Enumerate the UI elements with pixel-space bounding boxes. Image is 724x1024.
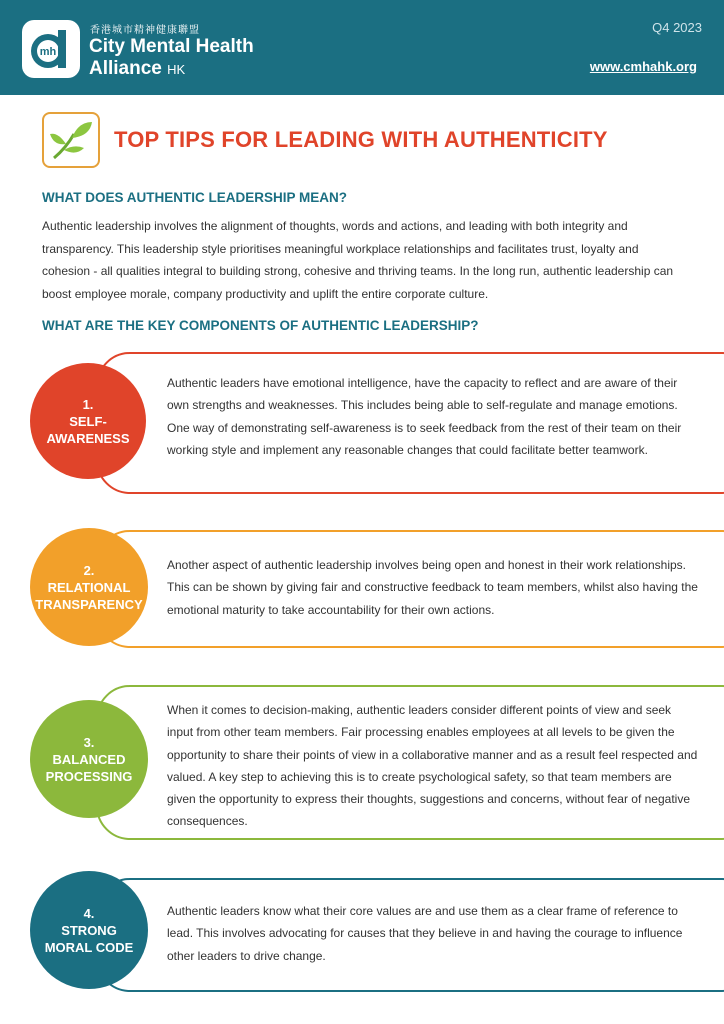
component-title-line1: RELATIONAL [47, 579, 131, 595]
intro-paragraph: Authentic leadership involves the alignment of thoughts, words and actions, and leading with both integrity and transparency. This leadership style prioritises meaningful workplace relationships and facilitates trust, loyalty and cohesion - all qualities integral to building strong, cohesive and thriving teams. In the long run, authentic leadership can boost employee morale, company productivity and uplift the entire corporate culture. [42, 219, 674, 301]
header-bar [0, 0, 724, 95]
component-title-line2: MORAL CODE [44, 939, 134, 955]
section-heading-components: WHAT ARE THE KEY COMPONENTS OF AUTHENTIC LEADERSHIP? [42, 318, 479, 333]
component-description: Authentic leaders have emotional intelligence, have the capacity to reflect and are aware of their own strengths and weaknesses. This includes being able to self-regulate and manage emotions. One way of demonstrating self-awareness is to seek feedback from the rest of their team on their working style and implement any reasonable changes that could facilitate better teamwork. [167, 376, 682, 457]
component-title-line1: BALANCED [52, 751, 126, 767]
org-name-line2: Alliance [89, 58, 162, 79]
org-name-chinese: 香港城市精神健康聯盟 [90, 25, 200, 36]
quarter-label: Q4 2023 [652, 20, 702, 35]
website-link[interactable]: www.cmhahk.org [589, 59, 697, 74]
component-title-line2: TRANSPARENCY [35, 596, 143, 612]
section-heading-meaning: WHAT DOES AUTHENTIC LEADERSHIP MEAN? [42, 190, 348, 205]
component-badge-balanced-processing [30, 700, 148, 818]
logo-icon [22, 20, 80, 78]
component-description: When it comes to decision-making, authentic leaders consider different points of view and seek input from other team members. Fair processing enables employees at all levels to be given the opportunity to share their points of view in a collaborative manner and as a result feel respected and valued. A key step to achieving this is to create psychological safety, so that team members are given the opportunity to express their thoughts, suggestions and concerns, without fear of negative consequences. [167, 703, 698, 829]
component-description: Another aspect of authentic leadership involves being open and honest in their work relationships. This can be shown by giving fair and constructive feedback to team members, whilst also having the emotional maturity to take accountability for their own actions. [167, 558, 698, 617]
org-suffix: HK [167, 62, 186, 77]
org-name-line1: City Mental Health [89, 36, 254, 57]
component-title-line1: SELF- [69, 413, 107, 429]
component-title-line2: AWARENESS [46, 430, 130, 446]
page-title: TOP TIPS FOR LEADING WITH AUTHENTICITY [114, 127, 608, 152]
svg-text:mh: mh [39, 46, 57, 58]
component-number: 2. [83, 562, 95, 578]
component-badge-strong-moral-code [30, 871, 148, 989]
component-badge-relational-transparency [30, 528, 148, 646]
component-title-line2: PROCESSING [45, 768, 133, 784]
component-badge-self-awareness [30, 363, 146, 479]
cmha-logo [22, 20, 80, 78]
plant-sprout-icon [42, 112, 100, 168]
component-number: 3. [83, 734, 95, 750]
component-title-line1: STRONG [61, 922, 117, 938]
component-number: 4. [83, 905, 95, 921]
org-name [89, 36, 254, 81]
component-number: 1. [82, 396, 94, 412]
component-description: Authentic leaders know what their core values are and use them as a clear frame of reference to lead. This involves advocating for causes that they believe in and having the courage to influence other leaders to drive change. [167, 904, 683, 963]
